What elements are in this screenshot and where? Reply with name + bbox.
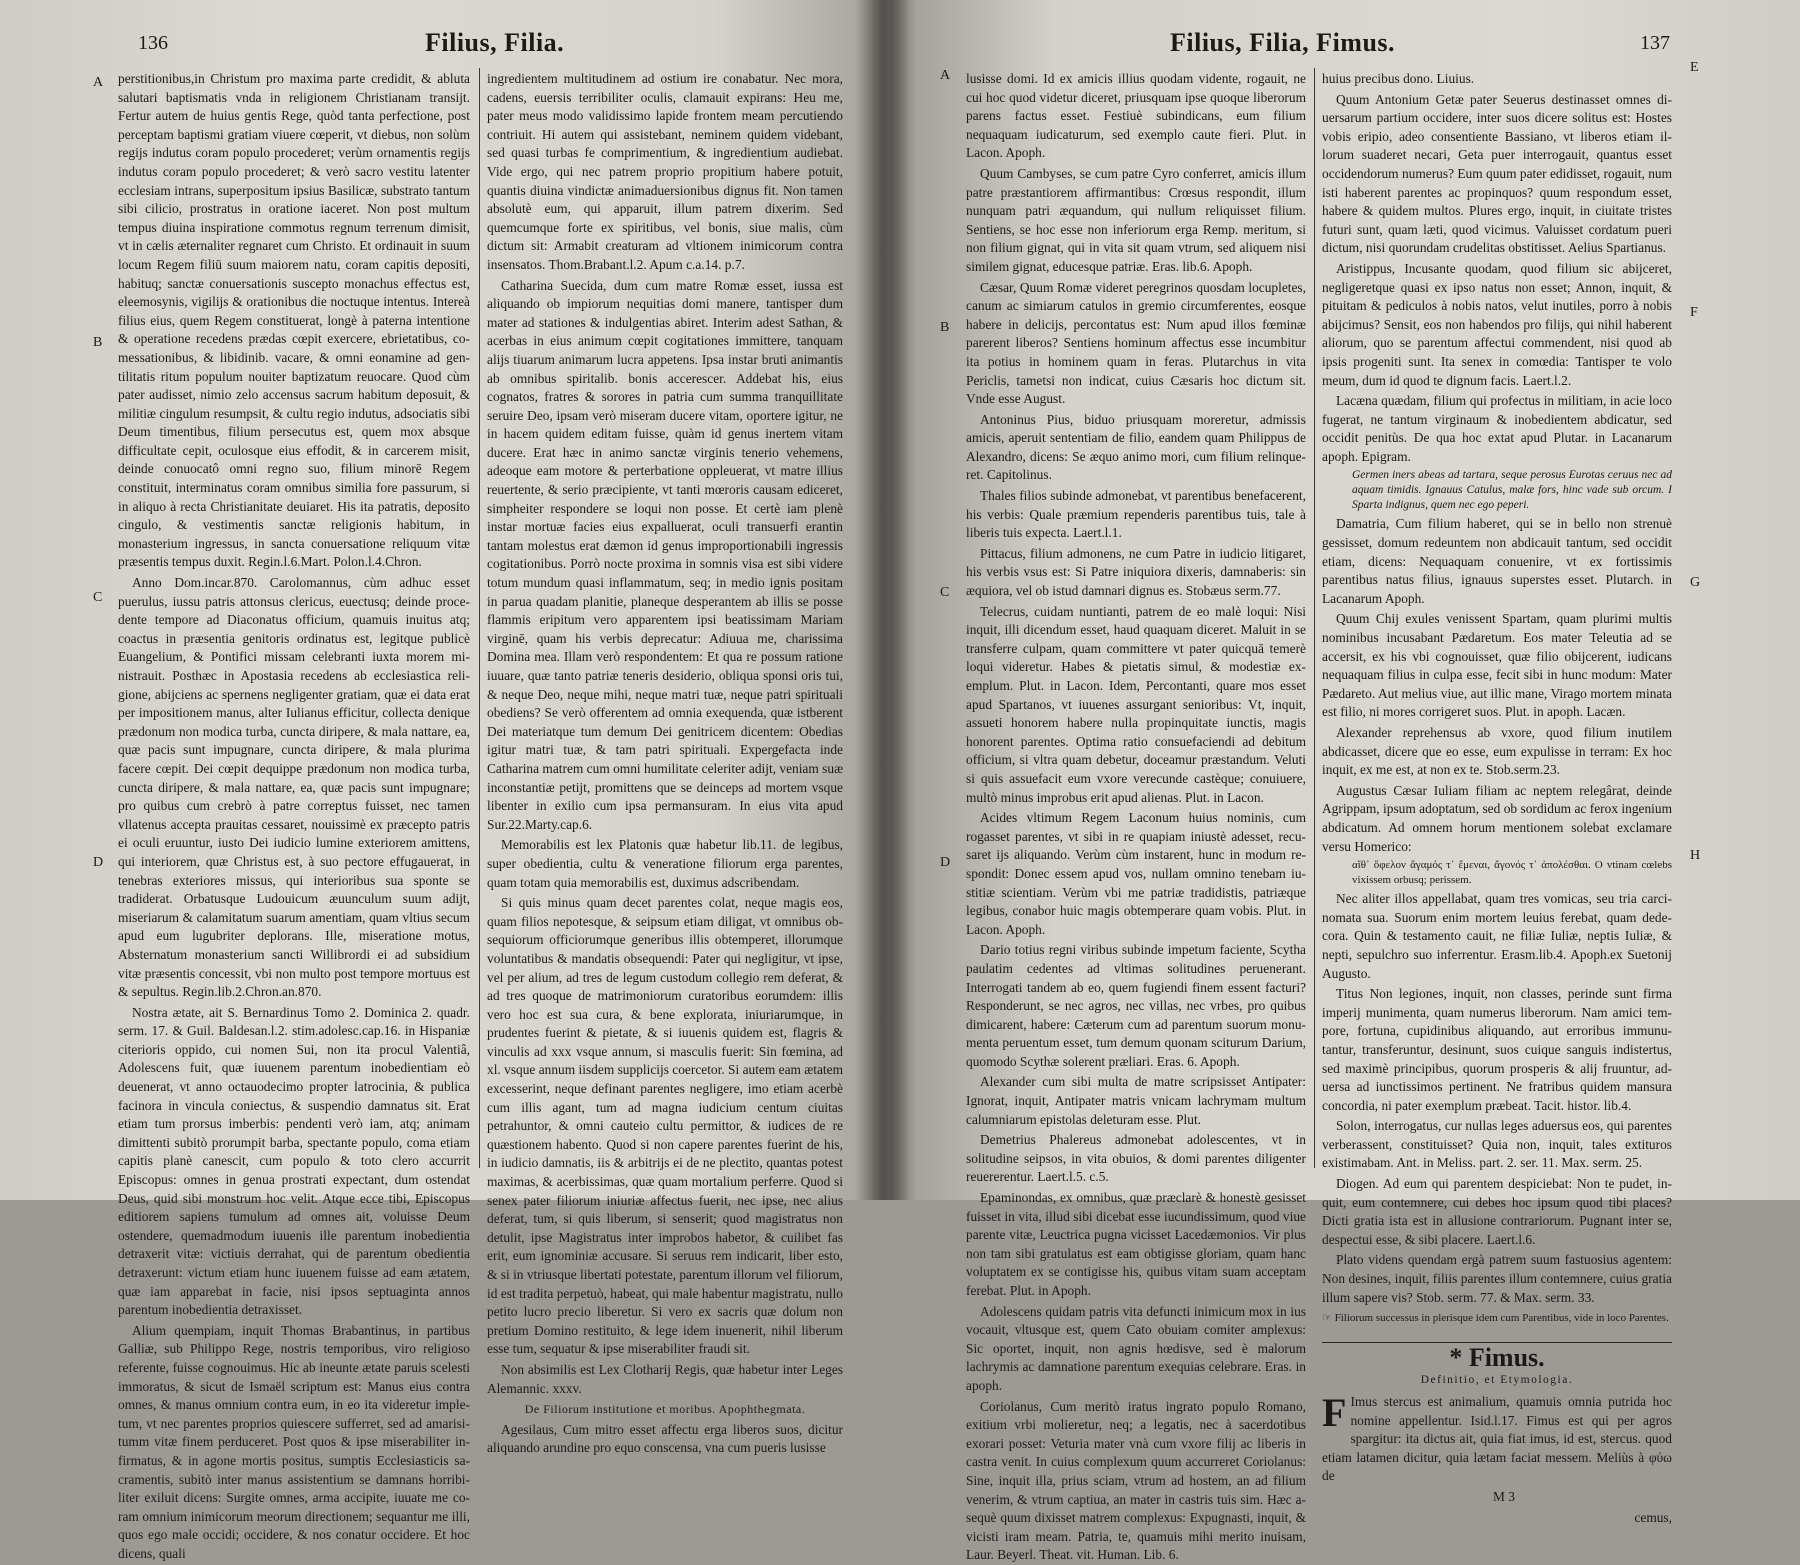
right-column-1 bbox=[966, 70, 1306, 1563]
section-heading-fimus: * Fimus. bbox=[1322, 1342, 1672, 1368]
right-page bbox=[890, 0, 1800, 1563]
paragraph: Epaminondas, ex omnibus, quæ præclarè & honestè gesisset fuisset in vita, illud sibi dicebat esse iucundissimum, quod viue parente vitæ, Leuctrica pugna vicisset Lacedæmonios. Vir plus non tam sibi gratulatus est eam obtigisse gloriam, quam hanc voluptatem ex se contigisse his, quibus vitam suam acceptam ferebat. Plut. in Apoph. bbox=[966, 1190, 1306, 1298]
paragraph: Titus Non legiones, inquit, non classes, perinde sunt firma imperij munimenta, quam numerus liberorum. Nam amici tempore, fortuna, cupidinibus aliquando, aut erroribus immunutantur, transferuntur, desinunt, suos cuique sanguis indistertus, sed maximè principibus, quorum prosperis & alij fruuntur, aduersa ad iunctissimos pertinent. Ne fratribus quidem mansura concordia, ni pater exemplum præbeat. Tacit. histor. lib.4. bbox=[1322, 986, 1672, 1113]
fimus-text: Imus stercus est animalium, quamuis omnia putrida hoc nomine appellentur. Isid.l.17. Fimus est qui per agros spargitur: ita dictus ait, quia fiat imus, id est, stercus. quod etiam latamen dicitur, quia lætam faciat messem. Meliùs à φύω de bbox=[1322, 1394, 1672, 1484]
paragraph: Thales filios subinde admonebat, vt parentibus benefacerent, his verbis: Quale præmium rependeris parentibus tuis, tale à liberis tuis expecta. Laert.l.1. bbox=[966, 488, 1306, 541]
margin-letter-a: A bbox=[93, 75, 104, 90]
running-head: Filius, Filia. bbox=[425, 28, 565, 57]
column-rule bbox=[479, 68, 480, 1168]
paragraph: Memorabilis est lex Platonis quæ habetur lib.11. de legibus, super obedientia, cultu & veneratione filiorum erga parentes, quam totam quia memorabilis est, duximus adscribendam. bbox=[487, 837, 843, 890]
paragraph: lusisse domi. Id ex amicis illius quodam vidente, rogauit, ne cui hoc quod videtur diceret, priusquam ipse quoque liberorum parens factus esset. Festiuè subindicans, eum filium nequaquam iudicaturum, sed exemplo caute fieri. Plut. in Lacon. Apoph. bbox=[966, 71, 1306, 161]
margin-letter-d: D bbox=[940, 855, 951, 870]
left-column-1 bbox=[118, 70, 470, 1561]
paragraph: Aristippus, Incusante quodam, quod filium sic abijceret, negligeretque quasi ex ipso natus non esset; Annon, inquit, & pituitam & pediculos à nobis natos, velut inutiles, porro à nobis abijcimus? Sensit, eos non habendos pro filijs, qui nihil haberent aliorum, quo se parentum affectui commendent, nisi quod ab ipsis progeniti sunt. Ita senex in comœdia: Tantisper te volo meum, dum id quod te dignum facis. Laert.l.2. bbox=[1322, 260, 1672, 388]
paragraph: Coriolanus, Cum meritò iratus ingrato populo Romano, exitium vrbi molieretur, neq; a legatis, nec à sacerdotibus exorari posset: Veturia mater vnà cum vxore filij ac liberis in castra venit. In cuius complexum quum accurreret Coriolanus: Sine, inquit illa, prius sciam, vtrum ad hostem, an ad filium venerim, & vtrum captiua, an mater in castris tuis sim. Hæc asequè quum dixisset matrem complexus: Expugnasti, inquit, & vicisti iram meam. Patria, te, quamuis mihi merito inuisam, Laur. Beyerl. Theat. vit. Human. Lib. 6. bbox=[966, 1398, 1306, 1563]
margin-letter-d: D bbox=[93, 855, 104, 870]
paragraph: Nec aliter illos appellabat, quam tres vomicas, seu tria carcinomata sua. Suorum enim mortem leuius ferebat, quam dedecora. Quin & testamento cauit, ne filiæ Iuliæ, neptis Iuliæ, & nepti, sepulchro suo inferrentur. Erasm.lib.4. Apoph.ex Suetonij Augusto. bbox=[1322, 891, 1672, 981]
paragraph: Cæsar, Quum Romæ videret peregrinos quosdam locupletes, canum ac simiarum catulos in gremio circumferentes, eosque habere in delicijs, percontatus est: Num apud illos fœminæ parerent liberos? Sentiens hominum affectus esse incumbitur ita potius in hominem quam in feras. Plutarchus in vita Periclis, tametsi non indicat, cuius Cæsaris hoc dictum sit. Vnde esse August. bbox=[966, 279, 1306, 407]
paragraph: Solon, interrogatus, cur nullas leges aduersus eos, qui parentes verberassent, constituisset? Quia non, inquit, tales extituros existimabam. Ant. in Meliss. part. 2. ser. 11. Max. serm. 25. bbox=[1322, 1118, 1672, 1171]
paragraph: Alexander reprehensus ab vxore, quod filium inutilem abdicasset, dicere que eo esse, eum expulisse in terram: Ex hoc inquit, ex me est, at non ex te. Stob.serm.23. bbox=[1322, 725, 1672, 778]
page-number: 137 bbox=[1640, 32, 1670, 54]
margin-letter-c: C bbox=[93, 590, 103, 605]
paragraph: Quum Chij exules venissent Spartam, quam plurimi multis nominibus incusabant Pædaretum. Eos mater Teleutia ad se accersit, ex his vbi cognouisset, quæ filio obijcerent, iudicans nequaquam filius in culpa esse, fecit sibi in hunc modum: Mater Pædareto. Aut melius viue, aut illic mane, Virago mortem minata est filio, ni mores corrigeret suos. Plut. in apoph. Lacæn. bbox=[1322, 611, 1672, 720]
column-rule bbox=[1314, 68, 1315, 1168]
paragraph: huius precibus dono. Liuius. bbox=[1322, 71, 1475, 86]
paragraph: Quum Cambyses, se cum patre Cyro conferret, amicis illum patre præstantiorem affirmantibus: Crœsus respondit, illum nunquam patri æquandum, qui nullum reliquisset filium. Sentiens, se hoc esse non inferiorum erga Remp. meritum, si non filium gignat, qui in vita sit quam vtrum, sed aliquem nisi similem gignat, educesque patriæ. Eras. lib.6. Apoph. bbox=[966, 165, 1306, 274]
greek-verse: αἴθ᾽ ὄφελον ἄγαμός τ᾽ ἔμεναι, ἄγονός τ᾽ ἀπολέσθαι. O vtinam cœlebs vixissem orbusq; perissem. bbox=[1352, 859, 1672, 887]
paragraph: Alexander cum sibi multa de matre scripsisset Antipater: Ignorat, inquit, Antipater matris vnicam lachrymam multum calumniarum epistolas deleturam esse. Plut. bbox=[966, 1074, 1306, 1127]
running-head: Filius, Filia, Fimus. bbox=[1170, 28, 1396, 57]
paragraph: Telecrus, cuidam nuntianti, patrem de eo malè loqui: Nisi inquit, illi dicendum esset, haud quaquam diceret. Maluit in se transferre culpam, quam committere vt pater quicquā temerè loqui videretur. Habes & pietatis simul, & modestiæ exemplum. Plut. in Lacon. Idem, Percontanti, quare mos esset apud Spartanos, vt iuuenes assurgant senioribus: Vt, inquit, assueti honorem habere nulla propinquitate iunctis, magis honorent parentes. Optima ratio consuefaciendi ad debitum officium, si vltra quam debetur, doceamur præstandum. Veluti si quis assuefacit eum vxore verecunde castèque; conuiuere, multò minus improbus erit apud alienas. Plut. in Lacon. bbox=[966, 603, 1306, 805]
left-page bbox=[0, 0, 890, 1561]
paragraph: Adolescens quidam patris vita defuncti inimicum mox in ius vocauit, vltusque est, quem Cato obuiam comiter amplexus: Sic oportet, inquit, non agnis hœdisve, sed è malorum lachrymis ac damnatione parentum exequias celebrare. Eras. in apoph. bbox=[966, 1303, 1306, 1393]
margin-letter-f: F bbox=[1690, 305, 1698, 320]
catchword: cemus, bbox=[1634, 1509, 1672, 1525]
paragraph: Non absimilis est Lex Clotharij Regis, quæ habetur inter Leges Alemannic. xxxv. bbox=[487, 1361, 843, 1396]
margin-letter-b: B bbox=[93, 335, 103, 350]
paragraph: ingredientem multitudinem ad ostium ire conabatur. Nec mora, cadens, euersis terribiliter oculis, clamauit expirans: Heu me, pater meus modo validissimo lapide frontem meam percutiendo contriuit. Hi autem qui assistebant, neminem quidem videbant, sed quasi turbas fe comprimentium, & ingredientium audiebat. Vide ergo, qui nec patrem proprio propitium habere potuit, quantis diuina vindictæ animaduersionibus dignus fit. Non tamen absolutè eum, qui apparuit, illum patrem dixerim. Sed quemcumque forte ex spiritibus, vel bonis, siue malis, cùm dictum sit: Armabit creaturam ad vltionem inimicorum contra insensatos. Thom.Brabant.l.2. Apum c.a.14. p.7. bbox=[487, 71, 843, 272]
paragraph: Acides vltimum Regem Laconum huius nominis, cum rogasset parentes, vt sibi in re quapiam iniustè adesset, recusaret ijs aliquando. Verùm cùm instarent, hunc in modum respondit: Donec essem apud vos, nullam omnino tenebam iustitiæ scientiam. Verùm vbi me patriæ tradidistis, patriæque legibus, conabor huic magis obtemperare quam vobis. Plut. in Lacon. Apoph. bbox=[966, 810, 1306, 937]
paragraph: Alium quempiam, inquit Thomas Brabantinus, in partibus Galliæ, sub Philippo Rege, nostris temporibus, viro religioso referente, fuisse cognouimus. Hic ab ineunte ætate paruis scelesti immoratus, & sicut de Ismaël scriptum est: Manus eius contra omnes, & manus omnium contra eum, in eo ita videretur impletum, vt nec parentes proprios quiescere sufferret, sed ad amarisitumm vitæ finem perduceret. Post quos & ipse miserabiliter infirmatus, & in agone mortis positus, sumptis Ecclesiasticis sacramentis, subitò inter manus assistentium se damnans horribiliter exiluit dicens: Surgite omnes, arma accipite, iuuate me coram omnium inimicorum meorum directionem; sequantur me illi, quos ego male occidi; occidere, & nos conatur occidere. Et hoc dicens, quali bbox=[118, 1322, 470, 1561]
section-subheading: Definitio, et Etymologia. bbox=[1420, 1374, 1574, 1387]
drop-cap: F bbox=[1322, 1390, 1347, 1435]
fimus-definition bbox=[1322, 1390, 1672, 1486]
margin-letter-c: C bbox=[940, 585, 950, 600]
paragraph: Agesilaus, Cum mitro esset affectu erga liberos suos, dicitur aliquando arundine pro equo conscensa, vna cum pueris lusisse bbox=[487, 1421, 843, 1456]
margin-letter-a: A bbox=[940, 68, 951, 83]
paragraph: perstitionibus,in Christum pro maxima parte credidit, & abluta salutari baptismatis vnda in religionem Christianam transijt. Fertur autem de huius gentis Rege, quòd tanta perfectione, post perceptam baptismi gratiam viuere cœperit, vt diebus, non solùm regijs indutus coram populo procederet; verùm ornamentis regijs indutus coram populo procederet; & verò sacro vestitu latenter ecclesiam intrans, superpositum ipsius Basilicæ, substrato tantum sibi cilicio, prostratus in oratione iaceret. Non post multum tempus diuina inspiratione commotus regnum terrenum dimisit, vt in cælis æternaliter regnaret cum Christo. Et ordinauit in suum locum Regem filiū suum maiorem natu, coram capitis depositi, habituq; sanctæ conuersationis suscepto monachus effectus est, eleemosynis, vigilijs & orationibus die noctuque intentus. Intereà filius eius, quem Regem constituerat, longè à paterna intentione & operatione recedens prædas cœpit exercere, ebrietatibus, comessationibus, & libidinib. vacare, & omni eonamine ad gentilitatis ritum populum nouiter baptizatum reuocare. Quod cùm pater audisset, nimio zelo accensus sacrum habitum deposuit, & militiæ cingulum resumpsit, & cultu regio indutus, adsociatis sibi Deum timentibus, filium persecutus est, quem mox absque difficultate cepit, oculosque eius effodit, & in carcerem misit, deinde conuocatô omni regno suo, filium minorē Regem constituit, interminatus coram omnibus similia fore passurum, si in aliquo à recta Christianitate deuiaret. His ita patratis, deposito cingulo, & vestimentis sanctæ religionis habitum, in monasterium ingressus, in sancta conuersatione reliquum vitæ præsentis tempus duxit. Regin.l.6.Mart. Polon.l.4.Chron. bbox=[118, 71, 470, 570]
signature-mark: M 3 bbox=[1493, 1488, 1515, 1504]
paragraph: Augustus Cæsar Iuliam filiam ac neptem relegârat, deinde Agrippam, ipsum adoptatum, sed ob sordidum ac ferox ingenium abdicatum. Ad omnem horum mentionem solebat exclamare versu Homerico: bbox=[1322, 782, 1672, 854]
section-subheading: De Filiorum institutione et moribus. Apophthegmata. bbox=[524, 1402, 806, 1417]
left-column-2 bbox=[487, 70, 843, 1456]
paragraph: Damatria, Cum filium haberet, qui se in bello non strenuè gessisset, domum redeuntem non abdicauit tantum, sed occidit etiam, dicens: Nequaquam conuenire, vt ex fortissimis parentibus natus filius, ignauus superstes esset. Plutarch. in Lacanarum Apoph. bbox=[1322, 516, 1672, 606]
paragraph: Dario totius regni viribus subinde impetum faciente, Scytha paulatim cedentes ad vltimas solitudines peruenerant. Interrogati tandem ab eo, quem fugiendi finem essent facturi? Responderunt, se nec agros, nec villas, nec vrbes, pro quibus dimicarent, habere: Cæterum cum ad parentum suorum monumenta peruentum esset, tum demum quonam sciturum Darium, quomodo Scythæ solerent præliari. Eras. 6. Apoph. bbox=[966, 942, 1306, 1069]
paragraph: Diogen. Ad eum qui parentem despiciebat: Non te pudet, inquit, eum contemnere, cui debes hoc ipsum quod tibi places? Dicti gratia ista est in allusione contrariorum. Pugnant inter se, despectui esse, & sibi placere. Laert.l.6. bbox=[1322, 1176, 1672, 1247]
margin-letter-h: H bbox=[1690, 848, 1701, 863]
book-gutter bbox=[855, 0, 910, 1200]
paragraph: Nostra ætate, ait S. Bernardinus Tomo 2. Dominica 2. quadr. serm. 17. & Guil. Baldesan.l.2. stim.adolesc.cap.16. in Hispaniæ citerioris oppido, cui nomen Sui, non ita procul Valentiâ, Adolescens fuit, quæ iuuenem parentum inobedientiam eò deuenerat, vt anno octauodecimo propter latrocinia, & publica facinora in vincula coniectus, & suspendio damnatus sit. Erat etiam tum prorsus imberbis: pendenti verò iam, atq; animam dimittenti subitò prorumpit barba, spectante populo, coma etiam capitis planè canescit, cum populo & toto clero accurrit Episcopus: omnes in genua prostrati expectant, dum ostendat Deus, quid sibi monstrum hoc velit. Atque ecce tibi, Episcopus editiorem sapiens tumulum ad omnes ait, voluisse Deum ostendere, quemadmodum iuuenis ille parentum inobedientia detraxerit vitæ: victiuis derrahat, qui de parentum obedientia detraxerunt: victum etiam hunc iuuenem fuisse ad eam ætatem, quæ iam apparebat in facie, nisi ipsos septuaginta annos parentum inobedientia detraxisset. bbox=[118, 1004, 470, 1318]
epigram: Germen iners abeas ad tartara, seque perosus Eurotas ceruus nec ad aquam timidis. Ignauus Catulus, malæ fors, hinc vade sub orcum. I Sparta indignus, quem nec ego peperi. bbox=[1352, 469, 1672, 512]
paragraph: Catharina Suecida, dum cum matre Romæ esset, iussa est aliquando ob impiorum nequitias domi manere, tantisper dum mater ad stationes & indulgentias abiret. Interim adest Sathan, & acerbas in eius animum cœpit cogitationes immittere, tanquam alijs tiuarum animarum lucra appetens. Ipsa instar bruti animantis ab omnibus spiritalib. bonis accerescer. Addebat his, eius cognatos, fratres & sorores in patria cum summa tranquillitate seruire Deo, ipsam verò miseram ducere vitam, oportere igitur, ne in hacem quidem editam fuisse, quàm id genus inertem vitam ducere. Erat hæc in animo sanctæ virginis tenerio vehemens, adeoque eam motore & perterbatione oppleuerat, vt matre illius reuertente, & serio præcipiente, vt tanti mœroris causam ediceret, simpheiter respondere se loqui non posse. Et certè iam plenè instar mortuæ facies eius expalluerat, oculi transuerfi erantin tantam molestus erat dæmon id genus improportionabili ingressis cogitationibus. Porrò nocte proxima in somnis visa est sibi videre totum mundum quasi inflammatum, seq; in medio ignis positam in parua quadam planitie, planeque desperantem ab illis se posse flammis eripitum vero apparentem ipsi beatissimam Mariam virginē, quam his verbis deprecatur: Adiuua me, charissima Domina mea. Illam verò respondentem: Et qua re possum ratione iuuare, quæ tanto patriæ teneris desiderio, obliqua sponsi oris tui, & neque Deo, neque mihi, neque matri tuæ, neque patri spirituali obediens? Se verò offerentem ad omnia exequenda, quæ istberent Dei materiatque tum demum Dei genitricem dicentem: Obedias igitur matri tuæ, & tam patri spirituali. Expergefacta inde Catharina matrem cum omni humilitate celeriter adijt, veniam suæ inconstantiæ petijt, promittens que se deinceps ad mortem vsque libenter in exilio cum ipsa permansuram. In eius vita apud Sur.22.Marty.cap.6. bbox=[487, 277, 843, 832]
paragraph: Si quis minus quam decet parentes colat, neque magis eos, quam filios nepotesque, & seipsum etiam diligat, vt omnibus obsequiorum officiorumque generibus illis obtemperet, illorumque voluntatibus & mandatis obsequendi: Pater qui negligitur, vt ipse, vel per alium, ad tres de legum custodum collegio rem deferat, & ad tres quoque de matrimoniorum curatoribus eorumdem: illis vero hoc est sua cura, & bene explorata, iniuriarumque, in prudentes fuerint & pietate, & si iuuenis quidem est, flagris & vinculis ad xxx vsque annum, si masculis fuerit: Sin fœmina, ad xl. vsque annum iisdem supplicijs coercetor. Si autem eam ætatem excesserint, neque definant parentes negligere, imo etiam acerbè cum illis agant, tum ad magna iudicium centum ciuitas petrahuntor, & omni cauteio cultu permittor, & iudices de re quæstionem habento. Quod si non capere parentes fuerint de his, in iudicio damnatis, iis & arbitrijs ei de ne plectito, quantas potest maximas, & acerbissimas, quæ quam mortalium perferre. Quod si senex pater filiorum iniuriæ affectus fuerit, nec ipse, nec alius deferat, tum, si quis liberum, si senserit; quod magistratus non detulit, ipse Magistratus inter improbos habetor, & cuilibet fas erit, eum ignominiæ accusare. Si seruus rem indicarit, liber esto, & si in vtriusque libertati potestate, parentum illorum vel filiorum, id est tradita perpetuò, habeat, qui male habentur magistratu, nullo petito lucro precio liberetur. Si vero ex sacris quæ dolum non pretium Domino restituito, & lege idem inuenerit, nihil liberum esse tum, sequatur & ipse miserabiliter fraudi sit. bbox=[487, 895, 843, 1357]
page-number: 136 bbox=[138, 32, 168, 54]
paragraph: Quum Antonium Getæ pater Seuerus destinasset omnes diuersarum partium occidere, inter suos dicere solitus est: Hostes vobis eripio, adeo consentiente Bassiano, vt liberos etiam illorum suaderet necari, Geta puer interrogauit, quantus esset occidendorum numerus? Eum quum pater edidisset, rogauit, num isti haberent parentes ac propinquos? quum respondum esset, habere & quidem multos. Plures ergo, inquit, in ciuitate tristes futuri sunt, quam læti, quod vicimus. Valuisset cordatum pueri dictum, nisi quorundam crudelitas obstitisset. Aelius Spartianus. bbox=[1322, 91, 1672, 256]
paragraph: Lacæna quædam, filium qui profectus in militiam, in acie loco fugerat, ne tantum virginaum & inobedientem abdicatur, sed occidit penitùs. De qua hoc extat apud Plutar. in Lacanarum apoph. Epigram. bbox=[1322, 393, 1672, 464]
right-column-2 bbox=[1322, 70, 1672, 1525]
cross-reference: ☞ Filiorum successus in plerisque idem cum Parentibus, vide in loco Parentes. bbox=[1322, 1312, 1669, 1325]
paragraph: Pittacus, filium admonens, ne cum Patre in iudicio litigaret, his verbis vsus est: Si Patre iniquiora dixeris, damnaberis: sin æquiora, vel ob istud damnari dignus es. Stobæus serm.77. bbox=[966, 545, 1306, 599]
margin-letter-e: E bbox=[1690, 60, 1699, 75]
margin-letter-b: B bbox=[940, 320, 950, 335]
paragraph: Demetrius Phalereus admonebat adolescentes, vt in solitudine seipsos, in vita obuios, & domi parentes diligenter reuererentur. Laert.l.5. c.5. bbox=[966, 1132, 1306, 1185]
paragraph: Plato videns quendam ergà patrem suum fastuosius agentem: Non desines, inquit, filiis parentes illum contemnere, cuius gratia illum sapere vis? Stob. serm. 77. & Max. serm. 33. bbox=[1322, 1252, 1672, 1305]
paragraph: Anno Dom.incar.870. Carolomannus, cùm adhuc esset puerulus, iussu patris attonsus clericus, euectusq; deinde procedente tempore ad Diaconatus officium, quamuis inuitus atq; coactus in præsentia genitoris ordinatus est, legitque publicè Euangelium, & Pontifici missam celebranti iuxta morem ministrauit. Posthæc in Apostasia recedens ab ecclesiastica religione, abijciens ac spernens negligenter gratiam, quæ ei data erat per impositionem manus, alter Iulianus efficitur, collecta denique prædonum non modica turba, cuncta diripere, & mala nattare, ea, quæ pacis sunt impugnare, cuncta diripere, & mala plurima facere cœpit. Dei cœpit dequippe prædonum non modica turba, cuncta diripere, & mala nattare, ea, quæ pacis sunt impugnare; pro quibus cum crebrò à patre correptus fuisset, nec tamen vllatenus accepta prauitas cessaret, nouissimè ex præcepto patris ei oculi eruuntur, iusto Dei iudicio lumine exteriorem amittens, qui interiorem, quæ Christus est, à suo pectore effugauerat, in tenebras exteriores missus, qui interioribus sua sponte se tradiderat. Orbatusque Ludouicum æuunculum suum adijt, miseriarum & calamitatum suarum amentiam, quam vltius secum apud eum lugubriter deplorans. Ille, miseratione motus, Absternatum monasterium sancti Willibrordi ei ad subsidium vitæ præsentis concessit, vbi non multo post tempore mortuus est & sepultus. Regin.lib.2.Chron.an.870. bbox=[118, 575, 470, 1000]
paragraph: Antoninus Pius, biduo priusquam moreretur, admissis amicis, aperuit sententiam de filio, eandem quam Philippus de Alexandro, dicens: Se æquo animo mori, cum filium relinqueret. Capitolinus. bbox=[966, 411, 1306, 483]
margin-letter-g: G bbox=[1690, 575, 1701, 590]
